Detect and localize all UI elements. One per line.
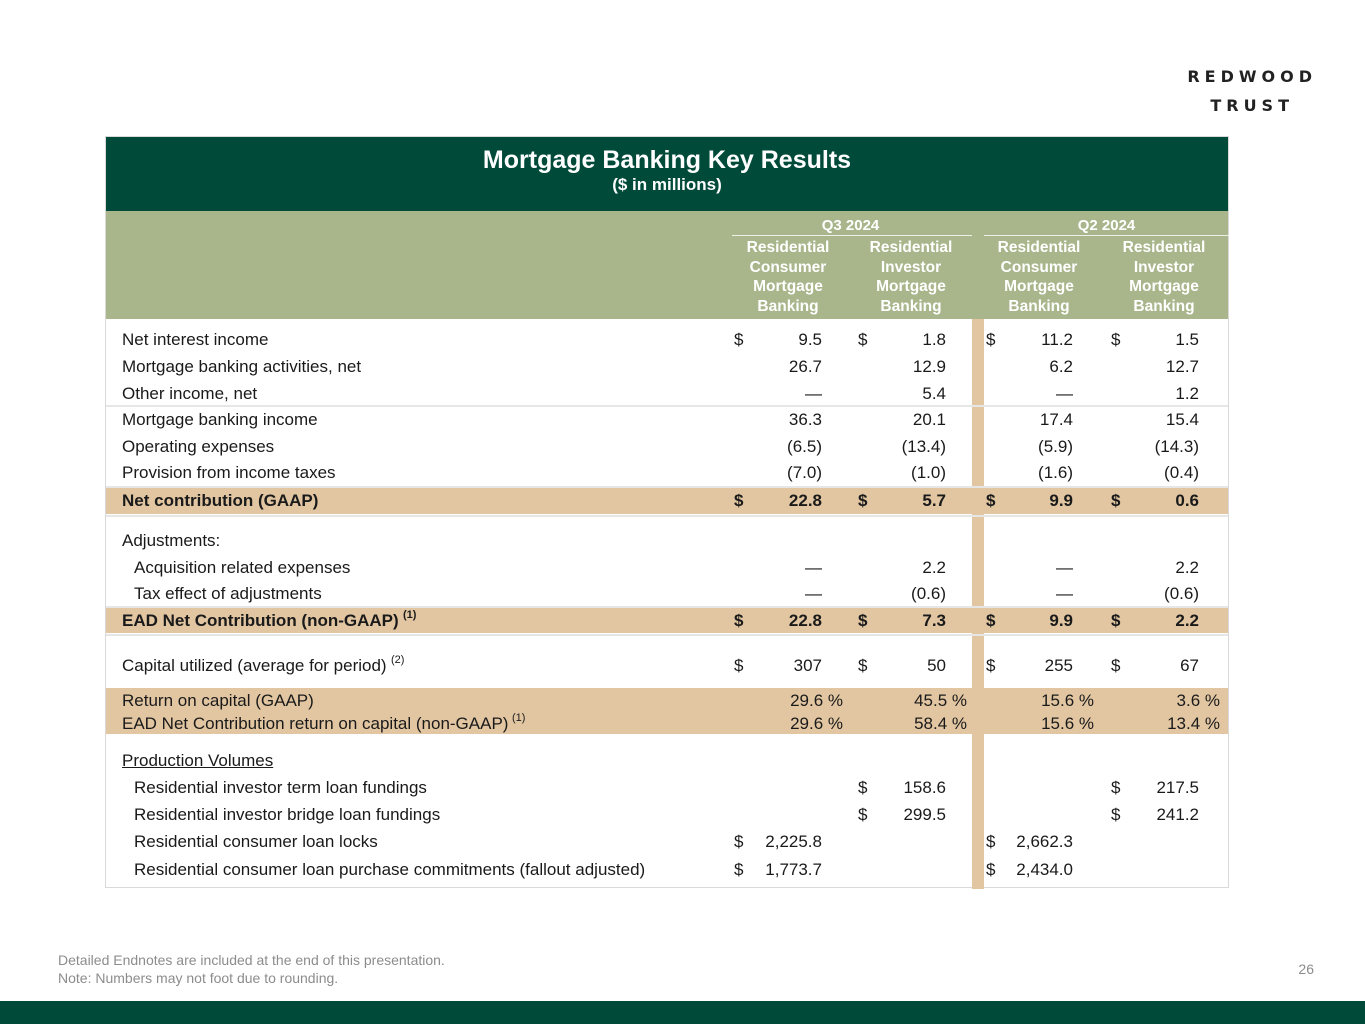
row-label: Mortgage banking activities, net	[122, 357, 362, 376]
cell-value: 2,434.0	[1016, 860, 1073, 879]
table-row	[106, 581, 1228, 607]
table-row	[106, 407, 1228, 433]
footer-notes	[58, 951, 445, 987]
cell-value: 22.8	[788, 491, 822, 510]
cell-value: 13.4 %	[1167, 714, 1220, 733]
dollar-sign: $	[1111, 611, 1121, 630]
table-row	[106, 857, 1228, 883]
table-title-band	[106, 137, 1228, 211]
column-header-q2-consumer: Residential Consumer Mortgage Banking	[997, 239, 1081, 315]
row-label: EAD Net Contribution (non-GAAP)	[122, 611, 399, 630]
row-label: Tax effect of adjustments	[134, 584, 322, 603]
dollar-sign: $	[986, 656, 996, 675]
cell-value: 2.2	[1175, 611, 1199, 630]
cell-value: (0.4)	[1164, 463, 1199, 482]
cell-value: 5.7	[922, 491, 946, 510]
row-divider	[106, 515, 1228, 517]
cell-value: (0.6)	[1164, 584, 1199, 603]
dollar-sign: $	[986, 330, 996, 349]
dollar-sign: $	[858, 778, 868, 797]
cell-value: 5.4	[922, 384, 946, 403]
period-divider	[732, 235, 972, 236]
dollar-sign: $	[734, 491, 744, 510]
table-row	[106, 802, 1228, 828]
dollar-sign: $	[1111, 330, 1121, 349]
cell-value: 2.2	[1175, 558, 1199, 577]
cell-value: 6.2	[1049, 357, 1073, 376]
table-row	[106, 327, 1228, 353]
cell-value: 1.2	[1175, 384, 1199, 403]
table-row	[106, 528, 1228, 554]
cell-value: —	[805, 584, 822, 603]
row-label: Residential investor term loan fundings	[134, 778, 427, 797]
cell-value: 158.6	[903, 778, 946, 797]
cell-value: 12.7	[1165, 357, 1199, 376]
cell-value: 9.9	[1049, 611, 1073, 630]
row-label: Acquisition related expenses	[134, 558, 351, 577]
dollar-sign: $	[858, 611, 868, 630]
row-label: Production Volumes	[122, 751, 274, 770]
dollar-sign: $	[734, 330, 744, 349]
table-header-band	[106, 211, 1228, 319]
cell-value: 255	[1044, 656, 1073, 675]
row-label: Provision from income taxes	[122, 463, 336, 482]
table-row	[106, 748, 1228, 774]
period-divider	[984, 235, 1229, 236]
cell-value: 50	[927, 656, 946, 675]
cell-value: 15.6 %	[1041, 691, 1094, 710]
endnotes-note: Detailed Endnotes are included at the end of this presentation.	[58, 952, 445, 968]
dollar-sign: $	[858, 805, 868, 824]
cell-value: 15.6 %	[1041, 714, 1094, 733]
table-row	[106, 460, 1228, 486]
cell-value: (5.9)	[1038, 437, 1073, 456]
dollar-sign: $	[858, 491, 868, 510]
table-row	[106, 829, 1228, 855]
row-label: Residential consumer loan locks	[134, 832, 378, 851]
dollar-sign: $	[734, 611, 744, 630]
cell-value: 26.7	[788, 357, 822, 376]
cell-value: 3.6 %	[1176, 691, 1220, 710]
bottom-brand-bar	[0, 1001, 1365, 1024]
cell-value: 1,773.7	[765, 860, 822, 879]
dollar-sign: $	[1111, 805, 1121, 824]
dollar-sign: $	[734, 832, 744, 851]
cell-value: 9.5	[798, 330, 822, 349]
period-q2-2024: Q2 2024	[1077, 217, 1136, 234]
cell-value: 1.5	[1175, 330, 1199, 349]
logo-line-2: TRUST	[1210, 96, 1294, 115]
table-row	[106, 711, 1228, 737]
cell-value: 0.6	[1175, 491, 1199, 510]
cell-value: 22.8	[788, 611, 822, 630]
table-row	[106, 608, 1228, 634]
table-row	[106, 488, 1228, 514]
cell-value: 217.5	[1156, 778, 1199, 797]
cell-value: 7.3	[922, 611, 946, 630]
dollar-sign: $	[1111, 778, 1121, 797]
cell-value: —	[1056, 558, 1073, 577]
period-q3-2024: Q3 2024	[821, 217, 880, 234]
mortgage-banking-results-table	[105, 136, 1229, 888]
cell-value: 241.2	[1156, 805, 1199, 824]
cell-value: 307	[793, 656, 822, 675]
table-row	[106, 434, 1228, 460]
cell-value: —	[1056, 384, 1073, 403]
dollar-sign: $	[734, 656, 744, 675]
dollar-sign: $	[1111, 656, 1121, 675]
row-label: Residential consumer loan purchase commitments (fallout adjusted)	[134, 860, 646, 879]
cell-value: (7.0)	[787, 463, 822, 482]
row-label: Adjustments:	[122, 531, 221, 550]
footnote-marker: (2)	[391, 654, 405, 666]
column-header-q3-consumer: Residential Consumer Mortgage Banking	[746, 239, 830, 315]
cell-value: —	[1056, 584, 1073, 603]
row-label: Other income, net	[122, 384, 258, 403]
table-row	[106, 555, 1228, 581]
redwood-trust-logo	[1182, 62, 1317, 120]
cell-value: —	[805, 384, 822, 403]
table-row	[106, 775, 1228, 801]
cell-value: 45.5 %	[914, 691, 967, 710]
cell-value: 9.9	[1049, 491, 1073, 510]
cell-value: 29.6 %	[790, 691, 843, 710]
cell-value: 2,225.8	[765, 832, 822, 851]
cell-value: 2.2	[922, 558, 946, 577]
footnote-marker: (1)	[403, 609, 417, 621]
row-label: Net interest income	[122, 330, 269, 349]
cell-value: 17.4	[1039, 410, 1073, 429]
dollar-sign: $	[1111, 491, 1121, 510]
row-label: EAD Net Contribution return on capital (non-GAAP)	[122, 714, 509, 733]
page-number: 26	[1298, 961, 1314, 977]
row-label: Net contribution (GAAP)	[122, 491, 319, 510]
row-label: Return on capital (GAAP)	[122, 691, 314, 710]
cell-value: (14.3)	[1154, 437, 1199, 456]
cell-value: 29.6 %	[790, 714, 843, 733]
dollar-sign: $	[986, 860, 996, 879]
cell-value: 2,662.3	[1016, 832, 1073, 851]
row-label: Residential investor bridge loan fundings	[134, 805, 441, 824]
cell-value: 58.4 %	[914, 714, 967, 733]
cell-value: (6.5)	[787, 437, 822, 456]
row-divider	[106, 634, 1228, 636]
column-header-q3-investor: Residential Investor Mortgage Banking	[869, 239, 953, 315]
cell-value: 11.2	[1041, 330, 1073, 349]
dollar-sign: $	[734, 860, 744, 879]
dollar-sign: $	[858, 330, 868, 349]
cell-value: 12.9	[912, 357, 946, 376]
table-row	[106, 354, 1228, 380]
cell-value: —	[805, 558, 822, 577]
cell-value: (1.0)	[911, 463, 946, 482]
dollar-sign: $	[986, 491, 996, 510]
cell-value: (1.6)	[1038, 463, 1073, 482]
table-title: Mortgage Banking Key Results	[482, 146, 852, 174]
logo-line-1: REDWOOD	[1187, 67, 1317, 86]
cell-value: 67	[1180, 656, 1199, 675]
cell-value: 36.3	[788, 410, 822, 429]
cell-value: (13.4)	[901, 437, 946, 456]
dollar-sign: $	[986, 832, 996, 851]
dollar-sign: $	[986, 611, 996, 630]
rounding-note: Note: Numbers may not foot due to rounding.	[58, 970, 339, 986]
row-label: Capital utilized (average for period)	[122, 656, 387, 675]
table-subtitle: ($ in millions)	[612, 175, 722, 194]
cell-value: 15.4	[1165, 410, 1199, 429]
dollar-sign: $	[858, 656, 868, 675]
row-label: Mortgage banking income	[122, 410, 318, 429]
table-row	[106, 381, 1228, 407]
cell-value: 299.5	[903, 805, 946, 824]
row-label: Operating expenses	[122, 437, 275, 456]
cell-value: 1.8	[922, 330, 946, 349]
table-row	[106, 653, 1228, 679]
column-header-q2-investor: Residential Investor Mortgage Banking	[1122, 239, 1206, 315]
cell-value: 20.1	[912, 410, 946, 429]
footnote-marker: (1)	[512, 712, 526, 724]
cell-value: (0.6)	[911, 584, 946, 603]
